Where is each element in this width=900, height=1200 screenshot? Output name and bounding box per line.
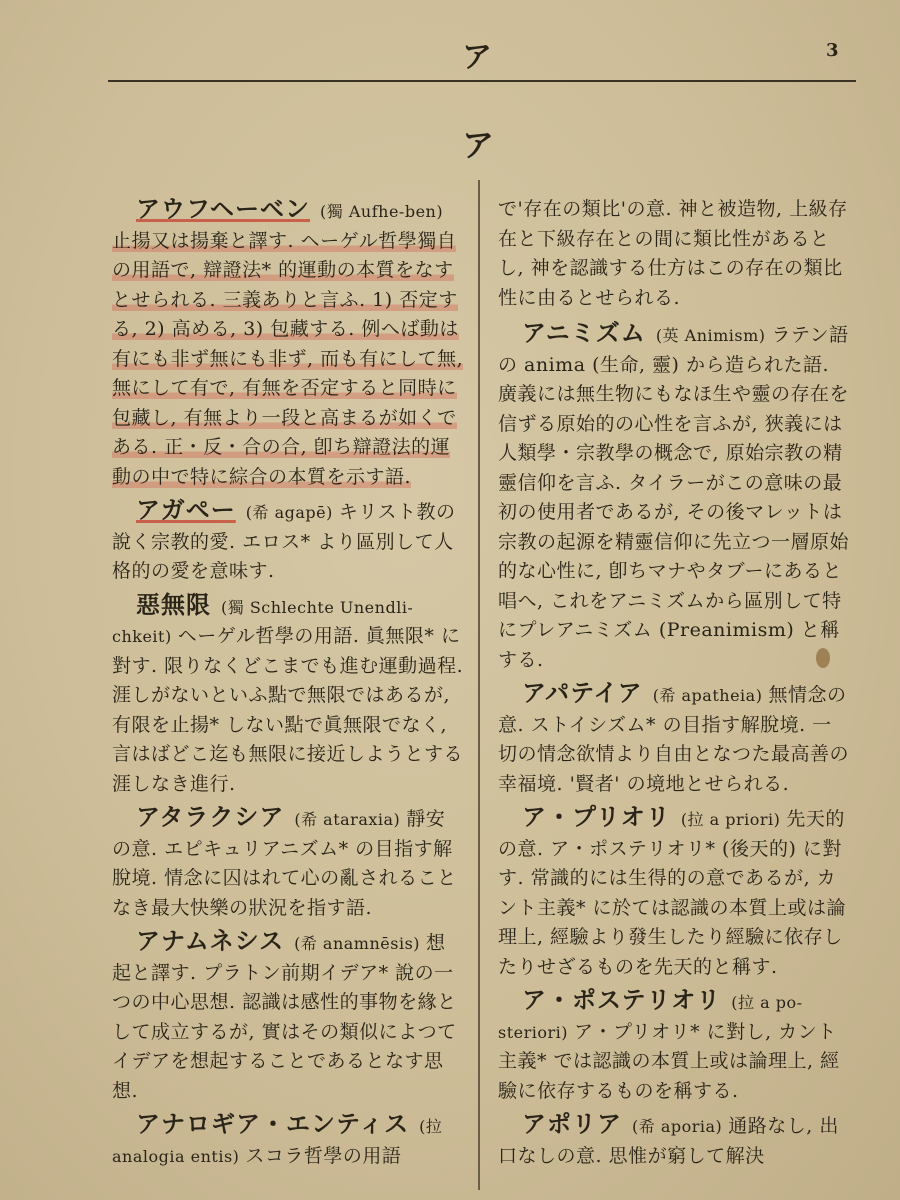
entry-origin: (拉 a priori) — [680, 810, 781, 829]
entry-text: 無情念の意. ストイシズム* の目指す解脫境. 一切の情念欲情より自由となつた最高善の幸福境. '賢者' の境地とせられる. — [498, 684, 850, 795]
entry-agape — [112, 496, 464, 587]
entry-text: 靜安の意. エピキュリアニズム* の目指す解脫境. 情念に囚はれて心の亂されることなき最大快樂の狀況を指す語. — [112, 808, 457, 919]
entry-animism — [498, 319, 850, 675]
entry-origin: (希 aporia) — [632, 1117, 723, 1136]
entry-text: 先天的の意. ア・ポステリオリ* (後天的) に對す. 常識的には生得的の意であるが, カント主義* に於ては認識の本質上或は論理上, 經驗より發生したり經驗に依存したりせざるものを先天的と稱す. — [498, 808, 847, 978]
entry-bad-infinity — [112, 591, 464, 800]
entry-origin: (拉 analogia entis) — [112, 1117, 443, 1166]
paper-stain — [816, 648, 830, 668]
header-rule — [108, 80, 856, 82]
right-column — [498, 195, 850, 1175]
entry-apatheia — [498, 679, 850, 799]
entry-text: キリスト教の說く宗教的愛. エロス* より區別して人格的の愛を意味す. — [112, 501, 456, 582]
entry-text: 通路なし, 出口なしの意. 思惟が窮して解決 — [498, 1115, 839, 1167]
entry-anamnesis — [112, 927, 464, 1106]
entry-headword: アナムネシス — [136, 927, 285, 955]
entry-aufheben — [112, 195, 464, 492]
page-number: 3 — [826, 40, 839, 61]
entry-aporia — [498, 1110, 850, 1171]
continued-text: で'存在の類比'の意. 神と被造物, 上級存在と下級存在との間に類比性があるとし, 神を認識する仕方はこの存在の類比性に由るとせられる. — [498, 198, 848, 309]
entry-text: ア・プリオリ* に對し, カント主義* では認識の本質上或は論理上, 經驗に依存するものを稱する. — [498, 1020, 840, 1102]
entry-text: 止揚又は揚棄と譯す. ヘーゲル哲學獨自の用語で, 辯證法* 的運動の本質をなすとせられる. 三義ありと言ふ. 1) 否定する, 2) 高める, 3) 包藏する. 例へば動は有にも非ず無にも非ず, 而も有にして無, 無にして有で, 有無を否定すると同時に包藏し, 有無より一段と高まるが如くである. 正・反・合の合, 卽ち辯證法的運動の中で特に綜合の本質を示す語. — [112, 229, 464, 488]
column-divider — [478, 180, 480, 1190]
left-column — [112, 195, 464, 1175]
entry-headword: 惡無限 — [136, 590, 211, 619]
section-title: ア — [462, 126, 495, 164]
entry-headword: アウフヘーベン — [136, 195, 311, 223]
running-head — [0, 26, 900, 75]
entry-headword: アポリア — [522, 1110, 622, 1138]
entry-analogia-entis — [112, 1110, 464, 1171]
entry-text: ラテン語の anima (生命, 靈) から造られた語. 廣義には無生物にもなほ生や靈の存在を信ずる原始的の心性を言ふが, 狹義には人類學・宗教學の概念で, 原始宗教の精靈信仰を言ふ. タイラーがこの意味の最初の使用者であるが, その後マレットは宗教の起源を精靈信仰に先立つ一層原始的な心性に, 卽ちマナやタブーにあると唱へ, これをアニミズムから區別して特にプレアニミズム (Preanimism) と稱する. — [498, 324, 850, 671]
entry-a-posteriori — [498, 986, 850, 1106]
entry-origin: (希 anamnēsis) — [294, 934, 421, 953]
entry-ataraxia — [112, 803, 464, 923]
entry-a-priori — [498, 803, 850, 982]
entry-text: 想起と譯す. プラトン前期イデア* 說の一つの中心思想. 認識は感性的事物を緣として成立するが, 實はその類似によつてイデアを想起することであるとなす思想. — [112, 932, 457, 1102]
running-head-kana: ア — [462, 40, 492, 75]
entry-headword: ア・ポステリオリ — [522, 986, 722, 1014]
entry-headword: アタラクシア — [136, 803, 285, 831]
entry-origin: (獨 Schlechte Unendli-chkeit) — [112, 597, 414, 646]
entry-origin: (拉 a po-steriori) — [498, 993, 803, 1042]
entry-origin: (英 Animism) — [655, 326, 766, 345]
entry-headword: アパテイア — [522, 679, 643, 707]
entry-origin: (獨 Aufhe-ben) — [320, 202, 444, 221]
entry-origin: (希 apatheia) — [652, 686, 763, 705]
entry-headword: アニミズム — [522, 319, 646, 347]
entry-text: スコラ哲學の用語 — [245, 1144, 402, 1167]
entry-headword: アナロギア・エンティス — [136, 1110, 410, 1138]
entry-origin: (希 ataraxia) — [294, 810, 401, 829]
entry-headword: アガペー — [136, 496, 236, 524]
entry-origin: (希 agapē) — [245, 503, 333, 522]
entry-text: ヘーゲル哲學の用語. 眞無限* に對す. 限りなくどこまでも進む運動過程. 涯しがないといふ點で無限ではあるが, 有限を止揚* しない點で眞無限でなく, 言はばどこ迄も無限に接近しようとする涯しなき進行. — [112, 625, 464, 795]
entry-headword: ア・プリオリ — [522, 803, 671, 831]
